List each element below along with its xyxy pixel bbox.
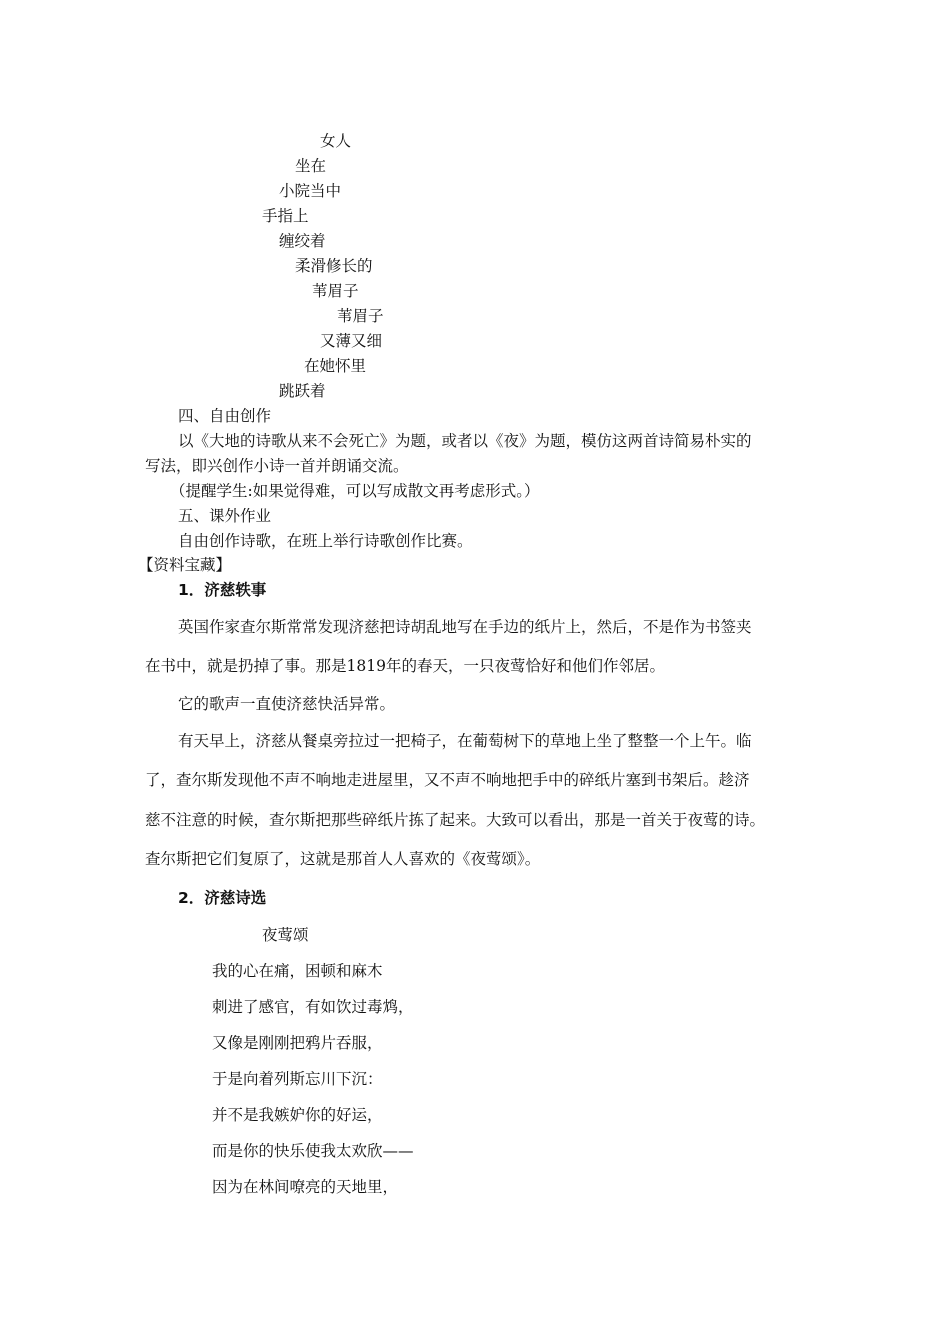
ode-title: 夜莺颂 bbox=[262, 926, 309, 944]
poem-line: 缠绞着 bbox=[279, 232, 326, 250]
poem-line: 柔滑修长的 bbox=[295, 257, 373, 275]
section-heading: 五、课外作业 bbox=[178, 507, 272, 525]
poem-line: 小院当中 bbox=[279, 182, 342, 200]
section-heading: 四、自由创作 bbox=[178, 407, 272, 425]
paragraph-line: 它的歌声一直使济慈快活异常。 bbox=[178, 695, 396, 713]
ode-line: 又像是刚刚把鸦片吞服， bbox=[212, 1034, 383, 1052]
hint-line: （提醒学生:如果觉得难，可以写成散文再考虑形式。） bbox=[170, 482, 540, 500]
paragraph-line: 英国作家查尔斯常常发现济慈把诗胡乱地写在手边的纸片上，然后，不是作为书签夹 bbox=[178, 618, 752, 636]
paragraph-line: 慈不注意的时候，查尔斯把那些碎纸片拣了起来。大致可以看出，那是一首关于夜莺的诗。 bbox=[145, 811, 766, 829]
paragraph-line: 在书中，就是扔掉了事。那是1819年的春天，一只夜莺恰好和他们作邻居。 bbox=[145, 657, 665, 675]
poem-line: 苇眉子 bbox=[312, 282, 359, 300]
paragraph-line: 查尔斯把它们复原了，这就是那首人人喜欢的《夜莺颂》。 bbox=[145, 850, 541, 868]
poem-line: 手指上 bbox=[262, 207, 309, 225]
poem-line: 跳跃着 bbox=[279, 382, 326, 400]
poems-title: 2．济慈诗选 bbox=[178, 889, 267, 907]
poem-line: 在她怀里 bbox=[304, 357, 367, 375]
poem-line: 坐在 bbox=[295, 157, 327, 175]
poem-line: 又薄又细 bbox=[320, 332, 383, 350]
ode-line: 于是向着列斯忘川下沉： bbox=[212, 1070, 383, 1088]
ode-line: 而是你的快乐使我太欢欣—— bbox=[212, 1142, 414, 1160]
anecdote-title: 1．济慈轶事 bbox=[178, 581, 267, 599]
paragraph-line: 自由创作诗歌，在班上举行诗歌创作比赛。 bbox=[178, 532, 473, 550]
poem-line: 女人 bbox=[320, 132, 352, 150]
paragraph-line: 了，查尔斯发现他不声不响地走进屋里，又不声不响地把手中的碎纸片塞到书架后。趁济 bbox=[145, 771, 750, 789]
resources-heading: 【资料宝藏】 bbox=[138, 556, 232, 574]
ode-line: 因为在林间嘹亮的天地里， bbox=[212, 1178, 399, 1196]
ode-line: 我的心在痛，困顿和麻木 bbox=[212, 962, 383, 980]
paragraph-line: 写法，即兴创作小诗一首并朗诵交流。 bbox=[145, 457, 409, 475]
ode-line: 并不是我嫉妒你的好运， bbox=[212, 1106, 383, 1124]
paragraph-line: 以《大地的诗歌从来不会死亡》为题，或者以《夜》为题，模仿这两首诗简易朴实的 bbox=[178, 432, 752, 450]
paragraph-line: 有天早上，济慈从餐桌旁拉过一把椅子，在葡萄树下的草地上坐了整整一个上午。临 bbox=[178, 732, 752, 750]
ode-line: 刺进了感官，有如饮过毒鸩， bbox=[212, 998, 414, 1016]
poem-line: 苇眉子 bbox=[337, 307, 384, 325]
